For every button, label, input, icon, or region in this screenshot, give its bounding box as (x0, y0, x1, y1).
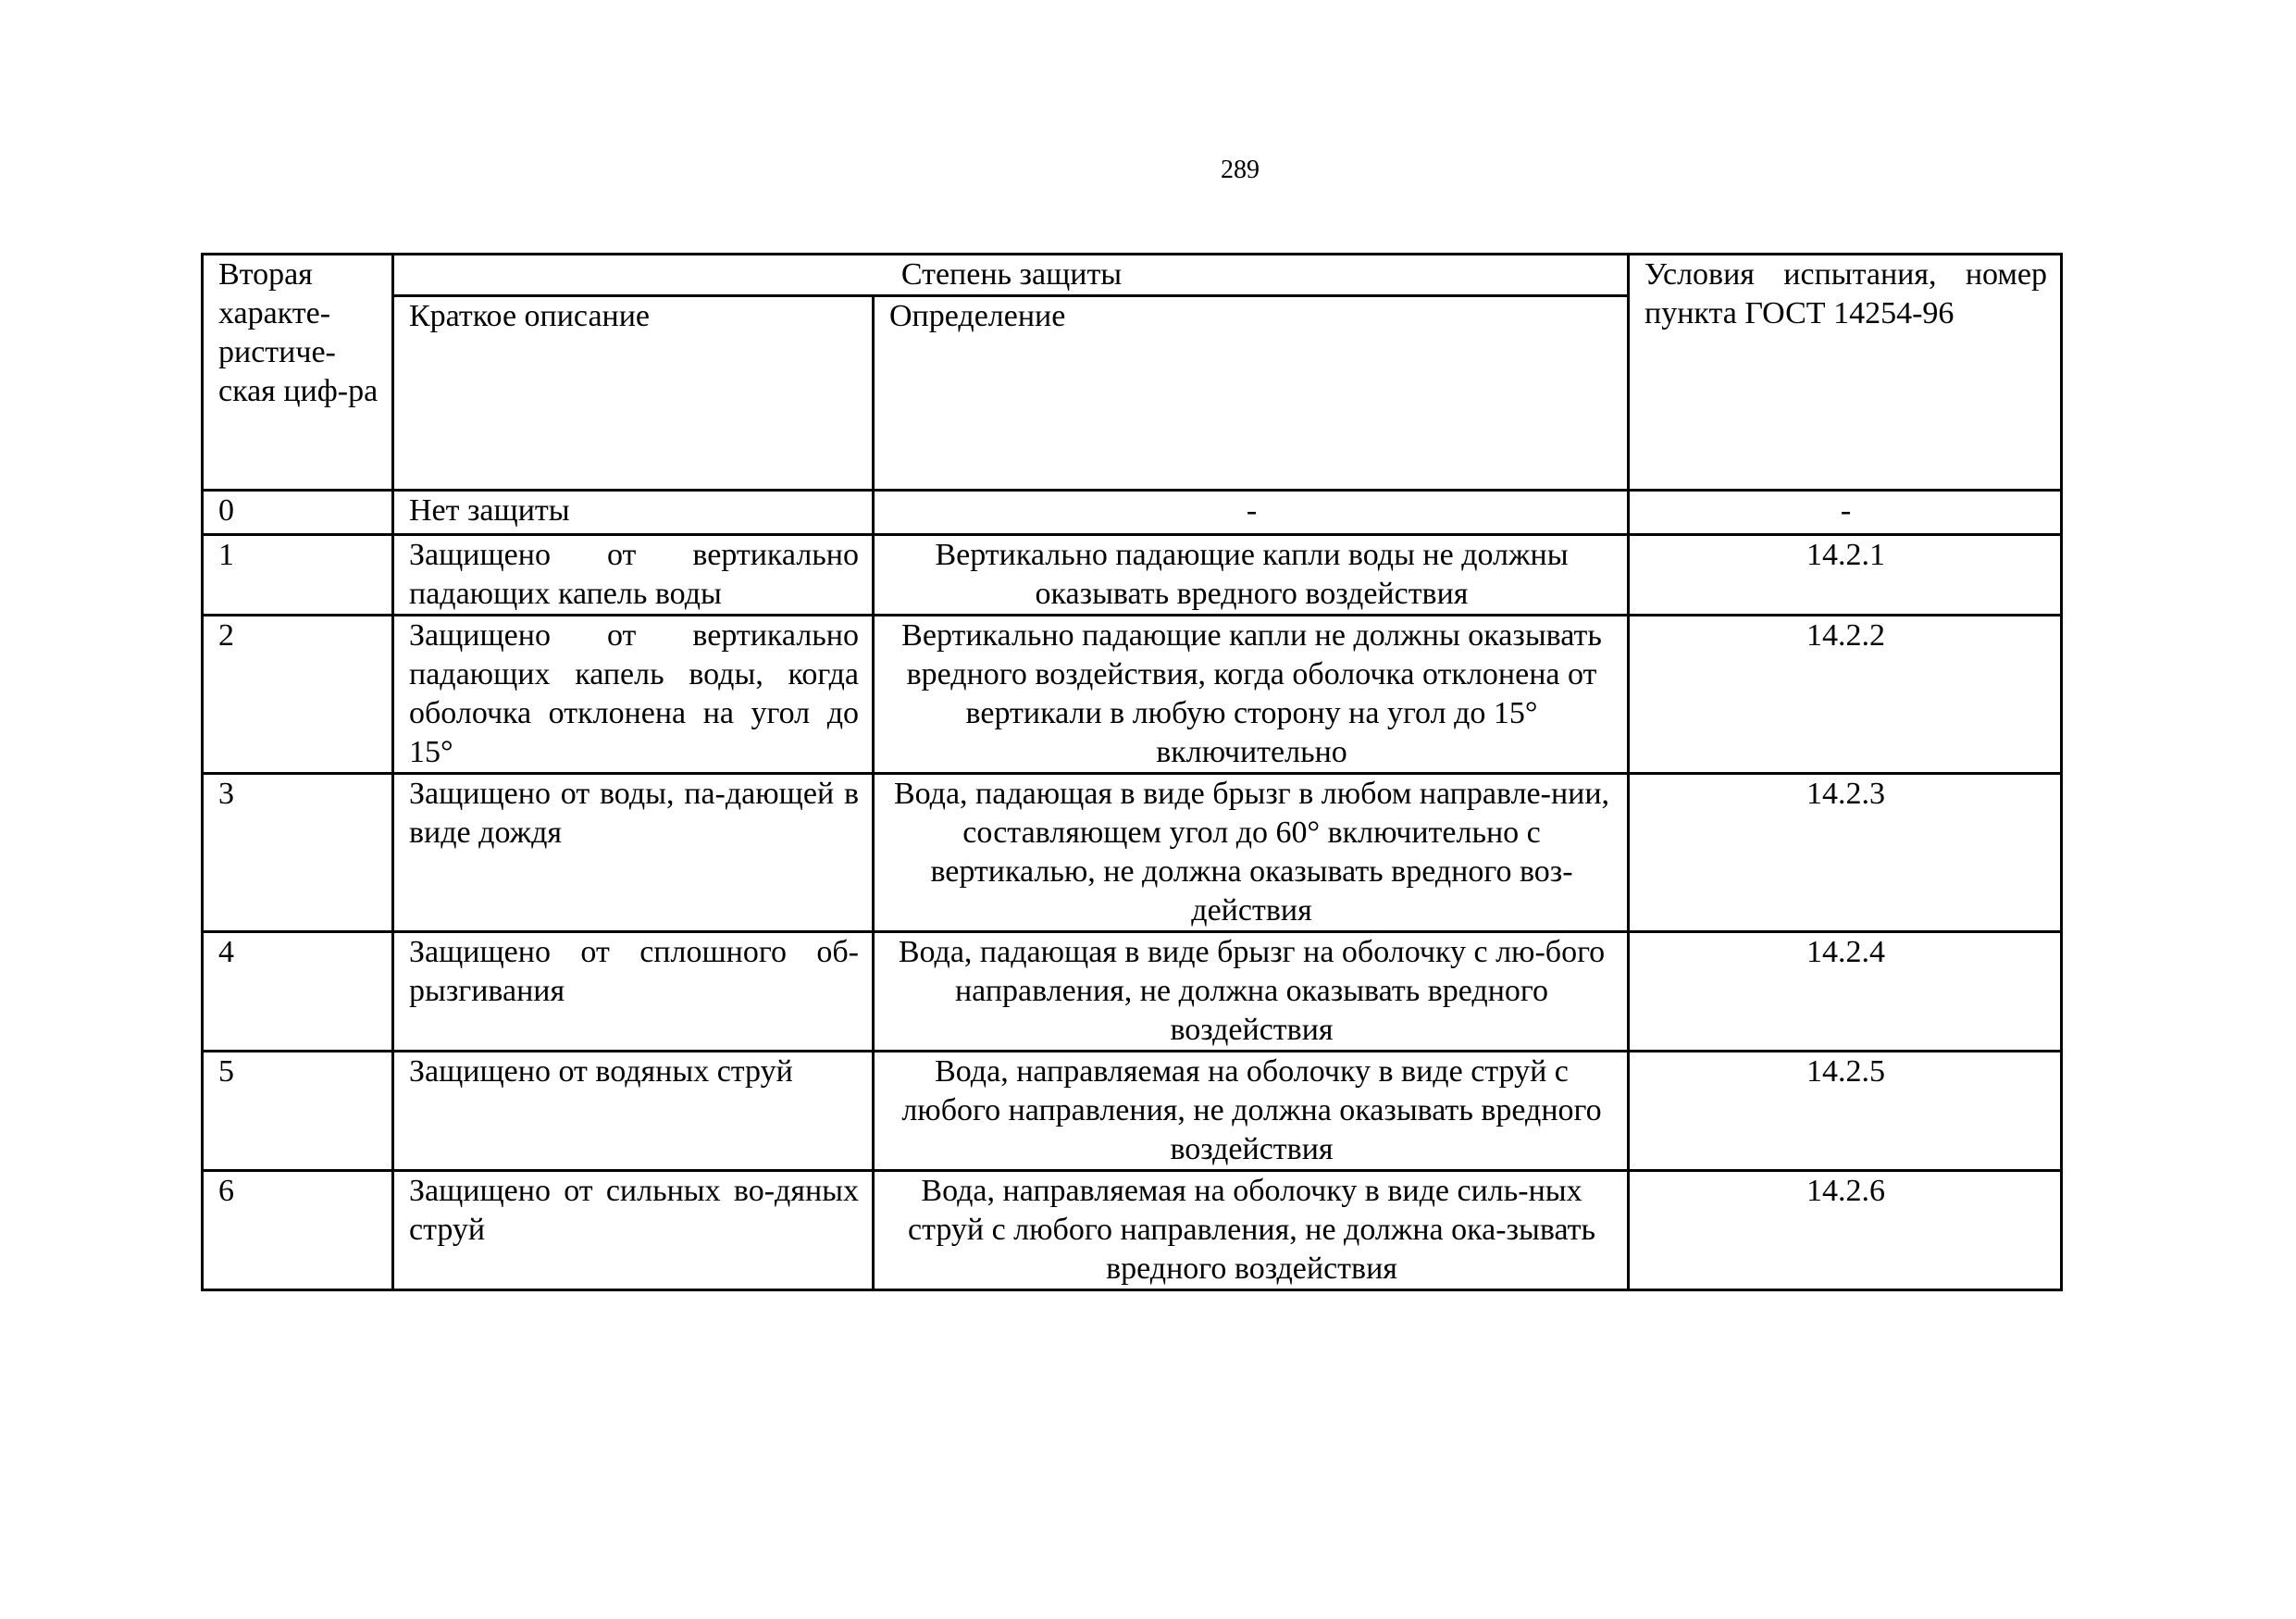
cell-short-description: Нет защиты (393, 491, 874, 535)
cell-digit: 1 (203, 535, 393, 616)
cell-short-description: Защищено от водяных струй (393, 1052, 874, 1171)
header-test-conditions: Условия испытания, номер пункта ГОСТ 14254-96 (1629, 255, 2062, 491)
page-number: 289 (1221, 156, 1260, 184)
cell-test-conditions: 14.2.5 (1629, 1052, 2062, 1171)
cell-test-conditions: - (1629, 491, 2062, 535)
cell-digit: 2 (203, 616, 393, 774)
cell-definition: Вода, направляемая на оболочку в виде силь-ных струй с любого направления, не должна ока-зывать вредного воздействия (874, 1171, 1629, 1290)
cell-short-description: Защищено от вертикально падающих капель воды (393, 535, 874, 616)
cell-test-conditions: 14.2.3 (1629, 774, 2062, 932)
table-header-row (203, 255, 2062, 296)
cell-test-conditions: 14.2.2 (1629, 616, 2062, 774)
header-protection-degree: Степень защиты (393, 255, 1629, 296)
cell-test-conditions: 14.2.4 (1629, 932, 2062, 1052)
header-second-digit: Вторая характе-ристиче-ская циф-ра (203, 255, 393, 491)
table-row (203, 774, 2062, 932)
cell-short-description: Защищено от воды, па-дающей в виде дождя (393, 774, 874, 932)
table-row (203, 932, 2062, 1052)
cell-digit: 5 (203, 1052, 393, 1171)
table-row (203, 535, 2062, 616)
table-row (203, 1171, 2062, 1290)
cell-definition: Вертикально падающие капли воды не должны оказывать вредного воздействия (874, 535, 1629, 616)
cell-digit: 6 (203, 1171, 393, 1290)
cell-definition: Вода, направляемая на оболочку в виде струй с любого направления, не должна оказывать вредного воздействия (874, 1052, 1629, 1171)
header-short-description: Краткое описание (393, 296, 874, 491)
cell-digit: 4 (203, 932, 393, 1052)
cell-test-conditions: 14.2.6 (1629, 1171, 2062, 1290)
cell-definition: Вертикально падающие капли не должны оказывать вредного воздействия, когда оболочка отклонена от вертикали в любую сторону на угол до 15° включительно (874, 616, 1629, 774)
cell-short-description: Защищено от сплошного об-рызгивания (393, 932, 874, 1052)
cell-definition: Вода, падающая в виде брызг на оболочку с лю-бого направления, не должна оказывать вредного воздействия (874, 932, 1629, 1052)
protection-degree-table (201, 253, 2063, 1291)
cell-test-conditions: 14.2.1 (1629, 535, 2062, 616)
cell-definition: - (874, 491, 1629, 535)
cell-digit: 0 (203, 491, 393, 535)
cell-definition: Вода, падающая в виде брызг в любом направле-нии, составляющем угол до 60° включительно с вертикалью, не должна оказывать вредного воз-действия (874, 774, 1629, 932)
header-definition: Определение (874, 296, 1629, 491)
table-row (203, 491, 2062, 535)
cell-digit: 3 (203, 774, 393, 932)
cell-short-description: Защищено от сильных во-дяных струй (393, 1171, 874, 1290)
table-row (203, 616, 2062, 774)
cell-short-description: Защищено от вертикально падающих капель воды, когда оболочка отклонена на угол до 15° (393, 616, 874, 774)
table-row (203, 1052, 2062, 1171)
